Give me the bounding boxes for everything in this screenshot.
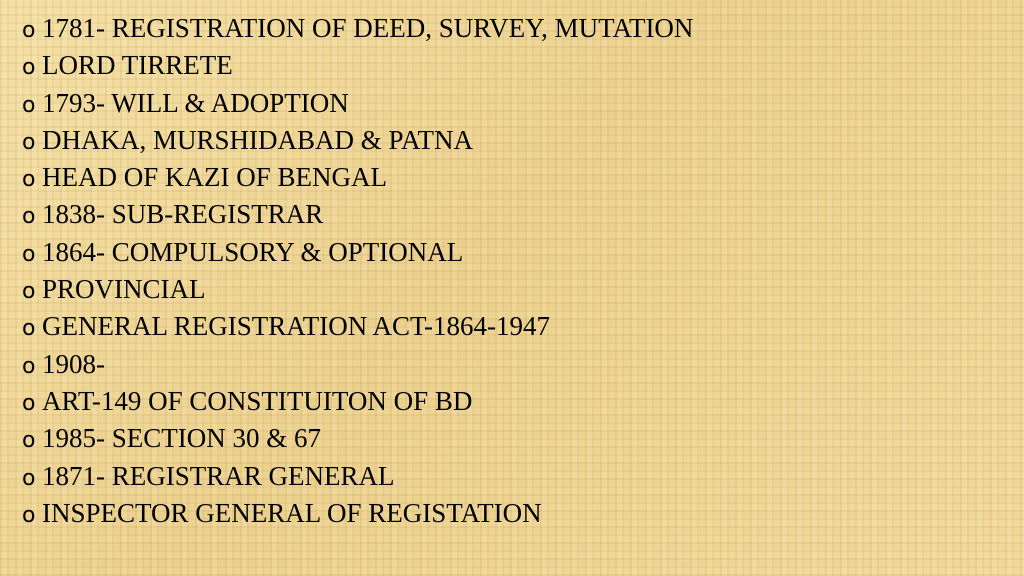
list-item-text: ART-149 OF CONSTITUITON OF BD	[42, 385, 473, 416]
list-item-text: 1908-	[42, 348, 105, 379]
list-item-text: HEAD OF KAZI OF BENGAL	[42, 162, 387, 193]
list-item	[22, 122, 693, 159]
list-item	[22, 234, 693, 271]
list-item	[22, 383, 693, 420]
list-item-text: 1838- SUB-REGISTRAR	[42, 199, 324, 230]
list-item-text: GENERAL REGISTRATION ACT-1864-1947	[42, 311, 550, 342]
list-item	[22, 10, 693, 47]
bullet-icon: o	[22, 502, 36, 528]
list-item-text: DHAKA, MURSHIDABAD & PATNA	[42, 124, 474, 155]
list-item	[22, 196, 693, 233]
list-item-text: PROVINCIAL	[42, 274, 206, 305]
list-item	[22, 308, 693, 345]
list-item	[22, 346, 693, 383]
bullet-icon: o	[22, 465, 36, 491]
list-item	[22, 495, 693, 532]
list-item	[22, 271, 693, 308]
bullet-icon: o	[22, 129, 36, 155]
bullet-icon: o	[22, 204, 36, 230]
list-item-text: 1793- WILL & ADOPTION	[42, 87, 349, 118]
bullet-icon: o	[22, 353, 36, 379]
list-item	[22, 47, 693, 84]
list-item	[22, 159, 693, 196]
list-item-text: INSPECTOR GENERAL OF REGISTATION	[42, 497, 542, 528]
bullet-list	[22, 10, 693, 532]
bullet-icon: o	[22, 55, 36, 81]
bullet-icon: o	[22, 279, 36, 305]
list-item-text: 1864- COMPULSORY & OPTIONAL	[42, 236, 464, 267]
list-item	[22, 85, 693, 122]
bullet-icon: o	[22, 316, 36, 342]
bullet-icon: o	[22, 428, 36, 454]
list-item-text: 1871- REGISTRAR GENERAL	[42, 460, 395, 491]
bullet-icon: o	[22, 18, 36, 43]
list-item-text: 1781- REGISTRATION OF DEED, SURVEY, MUTATION	[42, 13, 694, 43]
list-item	[22, 420, 693, 457]
bullet-icon: o	[22, 92, 36, 118]
list-item-text: LORD TIRRETE	[42, 50, 233, 81]
list-item	[22, 458, 693, 495]
bullet-icon: o	[22, 167, 36, 193]
bullet-icon: o	[22, 241, 36, 267]
bullet-icon: o	[22, 390, 36, 416]
list-item-text: 1985- SECTION 30 & 67	[42, 423, 321, 454]
